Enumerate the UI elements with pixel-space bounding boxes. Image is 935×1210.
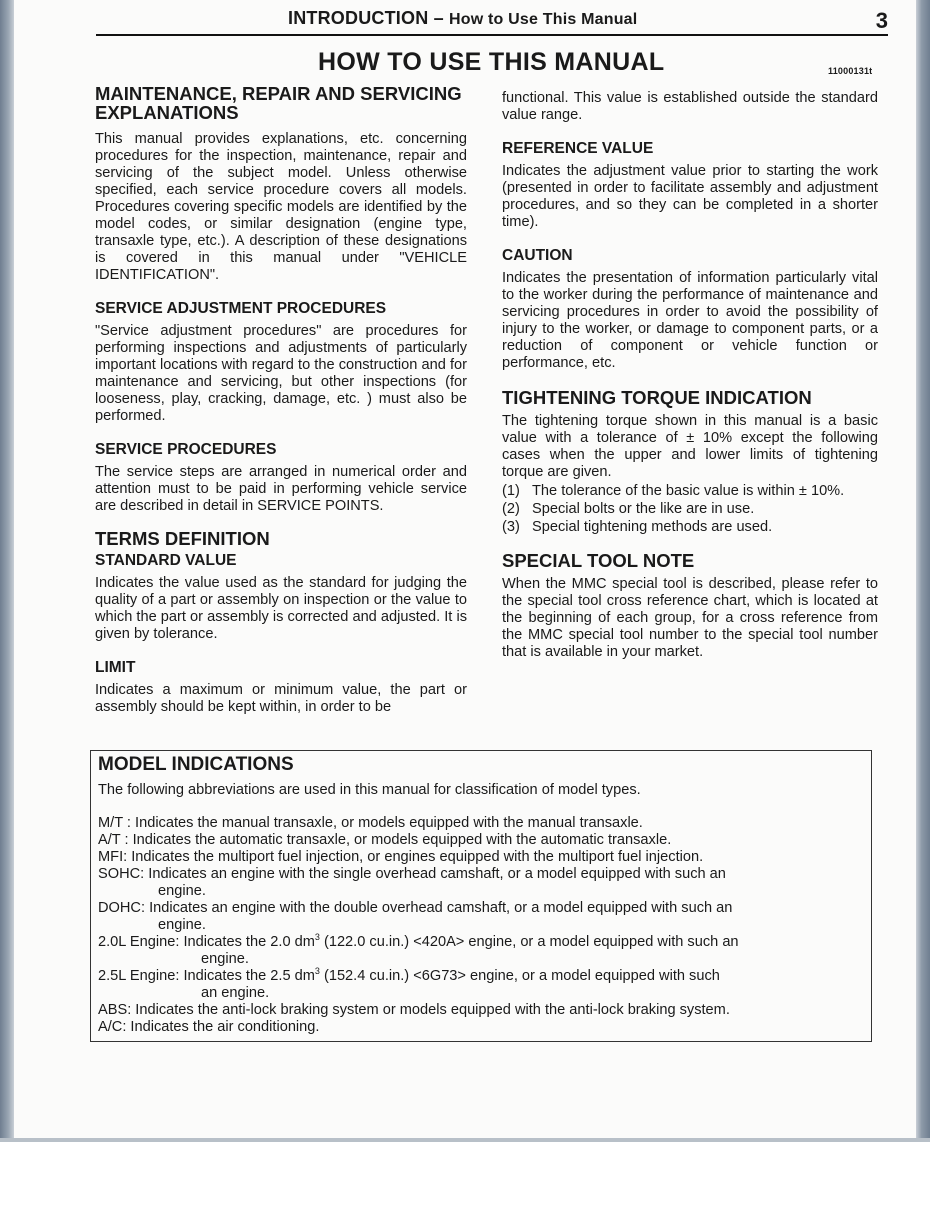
- abbr-2-0l-text-b: (122.0 cu.in.) <420A> engine, or a model equipped with such an: [323, 934, 739, 950]
- abbr-sohc: SOHC: Indicates an engine with the single overhead camshaft, or a model equipped with such an: [98, 866, 726, 882]
- reference-value-heading: REFERENCE VALUE: [502, 140, 654, 157]
- superscript-3: 3: [314, 932, 320, 943]
- list-item-text: Special bolts or the like are in use.: [532, 501, 755, 517]
- page-right-edge: [916, 0, 930, 1142]
- abbr-abs: ABS: Indicates the anti-lock braking system or models equipped with the anti-lock braking system.: [98, 1002, 730, 1018]
- special-tool-heading: SPECIAL TOOL NOTE: [502, 550, 695, 571]
- abbr-ac: A/C: Indicates the air conditioning.: [98, 1019, 320, 1035]
- list-item-text: The tolerance of the basic value is within ± 10%.: [532, 483, 845, 499]
- special-tool-body: When the MMC special tool is described, please refer to the special tool cross reference chart, which is located at the beginning of each group, for a cross reference from the MMC special tool number to the special tool number that is available in your market.: [502, 576, 878, 660]
- page-number: 3: [875, 8, 888, 33]
- list-item-text: Special tightening methods are used.: [532, 519, 773, 535]
- model-indications-box: [90, 750, 872, 1042]
- header-subtitle: How to Use This Manual: [449, 11, 638, 28]
- abbr-dohc-cont: engine.: [158, 917, 206, 933]
- limit-heading: LIMIT: [95, 659, 136, 676]
- limit-body-continued: functional. This value is established outside the standard value range.: [502, 90, 878, 123]
- abbr-2-0l-engine: [98, 934, 861, 951]
- abbr-sohc-cont: engine.: [158, 883, 206, 899]
- model-indications-heading: MODEL INDICATIONS: [98, 754, 294, 775]
- abbr-mfi: MFI: Indicates the multiport fuel injection, or engines equipped with the multiport fuel injection.: [98, 849, 704, 865]
- tightening-torque-heading: TIGHTENING TORQUE INDICATION: [502, 387, 812, 408]
- running-header: [96, 6, 888, 36]
- maintenance-body: This manual provides explanations, etc. concerning procedures for the inspection, maintenance, repair and servicing of the subject model. Unless otherwise specified, each service procedure covers all models. Procedures covering specific models are identified by the model codes, or similar designation (engine type, transaxle type, etc.). A description of these designations is covered in this manual under "VEHICLE IDENTIFICATION".: [95, 131, 467, 283]
- reference-value-body: Indicates the adjustment value prior to starting the work (presented in order to facilitate assembly and adjustment procedures, and so they can be completed in a shorter time).: [502, 163, 878, 230]
- tightening-torque-body: The tightening torque shown in this manual is a basic value with a tolerance of ± 10% except the following cases when the upper and lower limits of tightening torque are given.: [502, 413, 878, 480]
- limit-body: Indicates a maximum or minimum value, the part or assembly should be kept within, in order to be: [95, 682, 467, 715]
- caution-heading: CAUTION: [502, 247, 573, 264]
- abbr-2-5l-cont: an engine.: [201, 985, 270, 1001]
- header-title: [288, 8, 637, 29]
- page-bottom-edge: [0, 1138, 930, 1142]
- torque-case-list: [502, 483, 878, 536]
- standard-value-body: Indicates the value used as the standard for judging the quality of a part or assembly on inspection or the value to which the part or assembly is corrected and adjusted. It is given by tolerance.: [95, 575, 467, 642]
- service-procedures-heading: SERVICE PROCEDURES: [95, 441, 277, 458]
- document-number: 11000131t: [828, 66, 873, 76]
- abbr-dohc: DOHC: Indicates an engine with the double overhead camshaft, or a model equipped with such an: [98, 900, 733, 916]
- left-column: [95, 84, 467, 716]
- right-column: [502, 90, 878, 661]
- abbr-at: A/T : Indicates the automatic transaxle, or models equipped with the automatic transaxle.: [98, 832, 672, 848]
- abbr-2-5l-text-b: (152.4 cu.in.) <6G73> engine, or a model equipped with such: [323, 968, 720, 984]
- list-item-number: (3): [502, 519, 520, 535]
- abbr-2-0l-cont: engine.: [201, 951, 249, 967]
- abbreviation-list: [98, 815, 861, 1036]
- service-adjustment-body: "Service adjustment procedures" are procedures for performing inspections and adjustments of particularly important locations with regard to the construction and for maintenance and servicing, but other inspections (for looseness, play, cracking, damage, etc. ) must also be performed.: [95, 323, 467, 424]
- model-indications-lead: The following abbreviations are used in this manual for classification of model types.: [98, 782, 641, 798]
- page-left-edge: [0, 0, 14, 1142]
- page-title: HOW TO USE THIS MANUAL: [318, 48, 665, 76]
- service-procedures-body: The service steps are arranged in numerical order and attention must to be paid in performing vehicle service are described in detail in SERVICE POINTS.: [95, 464, 467, 514]
- service-adjustment-heading: SERVICE ADJUSTMENT PROCEDURES: [95, 300, 387, 317]
- list-item-number: (2): [502, 501, 520, 517]
- list-item: [502, 519, 878, 536]
- abbr-2-5l-text-a: 2.5L Engine: Indicates the 2.5 dm: [98, 968, 315, 984]
- list-item-number: (1): [502, 483, 520, 499]
- superscript-3: 3: [314, 966, 320, 977]
- terms-definition-heading: TERMS DEFINITION: [95, 528, 270, 549]
- abbr-2-5l-engine: [98, 968, 861, 985]
- maintenance-heading: MAINTENANCE, REPAIR AND SERVICING EXPLANATIONS: [95, 83, 462, 123]
- standard-value-heading: STANDARD VALUE: [95, 552, 237, 569]
- abbr-2-0l-text-a: 2.0L Engine: Indicates the 2.0 dm: [98, 934, 315, 950]
- list-item: [502, 483, 878, 500]
- header-dash: –: [433, 8, 444, 28]
- abbr-mt: M/T : Indicates the manual transaxle, or models equipped with the manual transaxle.: [98, 815, 643, 831]
- header-section: INTRODUCTION: [288, 8, 429, 28]
- list-item: [502, 501, 878, 518]
- caution-body: Indicates the presentation of information particularly vital to the worker during the performance of maintenance and servicing procedures in order to avoid the possibility of injury to the worker, or damage to component parts, or a reduction of component or vehicle function or performance, etc.: [502, 270, 878, 371]
